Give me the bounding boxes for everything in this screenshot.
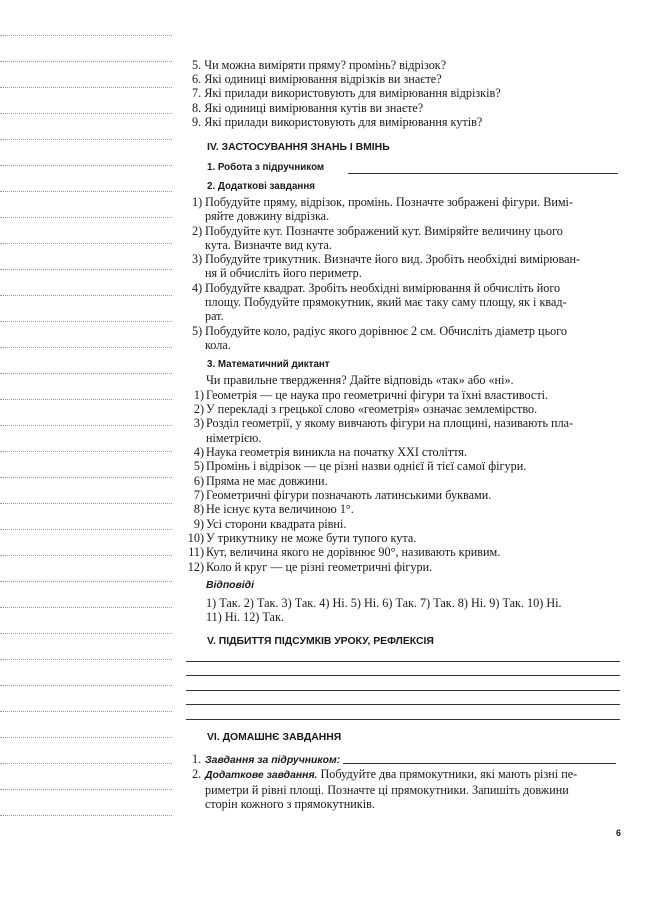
dictation-item-4 — [186, 445, 467, 459]
homework-textbook-fill-line[interactable] — [343, 763, 616, 764]
extra-task-text-cont: сторін кожного з прямокутників. — [205, 797, 375, 812]
dictation-intro: Чи правильне твердження? Дайте відповідь «так» або «ні». — [206, 373, 514, 387]
item-text: У перекладі з грецької слово «геометрія» означає землемірство. — [206, 402, 538, 416]
dictation-item-7 — [186, 488, 491, 502]
item-text: Усі сторони квадрата рівні. — [206, 517, 347, 531]
item-text: Геометрія — це наука про геометричні фігури та їхні властивості. — [206, 388, 549, 402]
margin-ruled-line — [0, 87, 172, 88]
dictation-item-8 — [186, 502, 354, 516]
task-text: Побудуйте трикутник. Визначте його вид. Зробіть необхідні вимірюван- — [205, 252, 581, 266]
reflection-line-4[interactable] — [186, 704, 620, 705]
margin-ruled-line — [0, 633, 172, 634]
task-number: 2) — [192, 224, 203, 238]
task-text-cont: рат. — [205, 309, 224, 324]
answers-label: Відповіді — [206, 580, 254, 591]
dictation-item-3 — [186, 416, 573, 430]
question-8: 8. Які одиниці вимірювання кутів ви знаєте? — [192, 101, 424, 115]
homework-item-1 — [192, 752, 340, 768]
margin-ruled-line — [0, 477, 172, 478]
question-5: 5. Чи можна виміряти пряму? промінь? відрізок? — [192, 58, 447, 72]
extra-task-5 — [192, 324, 624, 352]
task-number: 4) — [192, 281, 203, 295]
reflection-line-5[interactable] — [186, 719, 620, 720]
answers-line-2: 11) Ні. 12) Так. — [206, 610, 284, 624]
dictation-item-12 — [186, 560, 432, 574]
margin-ruled-line — [0, 529, 172, 530]
item-number: 11) — [188, 545, 204, 559]
item-number: 9) — [193, 517, 204, 531]
math-dictation-label: 3. Математичний диктант — [207, 359, 330, 370]
margin-ruled-line — [0, 321, 172, 322]
item-text: Розділ геометрії, у якому вивчають фігури на площині, називають пла- — [206, 416, 574, 430]
dictation-item-11 — [186, 545, 500, 559]
task-number: 5) — [192, 324, 203, 338]
margin-notes-area — [0, 0, 172, 900]
margin-ruled-line — [0, 191, 172, 192]
margin-ruled-line — [0, 451, 172, 452]
item-number: 3) — [193, 416, 204, 430]
margin-ruled-line — [0, 555, 172, 556]
item-text: Коло й круг — це різні геометричні фігури. — [206, 560, 433, 574]
margin-ruled-line — [0, 607, 172, 608]
section-6-heading: VI. ДОМАШНЄ ЗАВДАННЯ — [207, 732, 342, 743]
margin-ruled-line — [0, 399, 172, 400]
homework-item-2 — [192, 767, 624, 812]
margin-ruled-line — [0, 35, 172, 36]
margin-ruled-line — [0, 425, 172, 426]
margin-ruled-line — [0, 269, 172, 270]
margin-ruled-line — [0, 503, 172, 504]
item-text: Наука геометрія виникла на початку XXI століття. — [206, 445, 468, 459]
item-number: 6) — [193, 474, 204, 488]
dictation-item-1 — [186, 388, 548, 402]
item-number: 2) — [193, 402, 204, 416]
margin-ruled-line — [0, 373, 172, 374]
task-text: Побудуйте пряму, відрізок, промінь. Позначте зображені фігури. Вимі- — [205, 195, 574, 209]
item-number: 2. — [192, 767, 202, 781]
item-text: У трикутнику не може бути тупого кута. — [206, 531, 417, 545]
extra-task-text: Побудуйте два прямокутники, які мають різні пе- — [320, 767, 578, 781]
margin-ruled-line — [0, 815, 172, 816]
task-number: 3) — [192, 252, 203, 266]
item-number: 1) — [193, 388, 204, 402]
extra-task-2 — [192, 224, 624, 252]
item-number: 12) — [187, 560, 204, 574]
margin-ruled-line — [0, 347, 172, 348]
textbook-work-label: 1. Робота з підручником — [207, 162, 325, 173]
dictation-item-3-cont: німетрією. — [206, 431, 262, 445]
item-text: Не існує кута величиною 1°. — [206, 502, 354, 516]
item-text: Пряма не має довжини. — [206, 474, 328, 488]
dictation-item-5 — [186, 459, 526, 473]
reflection-line-1[interactable] — [186, 661, 620, 662]
extra-task-text-cont: риметри й рівні площі. Позначте ці прямокутники. Запишіть довжини — [205, 783, 569, 798]
question-9: 9. Які прилади використовують для вимірювання кутів? — [192, 115, 483, 129]
task-text-cont: кута. Визначте вид кута. — [205, 238, 332, 253]
margin-ruled-line — [0, 165, 172, 166]
extra-task-label: Додаткове завдання. — [205, 770, 318, 781]
task-number: 1) — [192, 195, 203, 209]
item-number: 7) — [193, 488, 204, 502]
item-text: Промінь і відрізок — це різні назви однієї й тієї самої фігури. — [206, 459, 527, 473]
reflection-line-3[interactable] — [186, 690, 620, 691]
margin-ruled-line — [0, 581, 172, 582]
task-text-cont: ня й обчисліть його периметр. — [205, 266, 362, 281]
item-number: 8) — [193, 502, 204, 516]
margin-ruled-line — [0, 659, 172, 660]
item-number: 4) — [193, 445, 204, 459]
margin-ruled-line — [0, 711, 172, 712]
margin-ruled-line — [0, 139, 172, 140]
margin-ruled-line — [0, 763, 172, 764]
question-7: 7. Які прилади використовують для вимірювання відрізків? — [192, 86, 501, 100]
task-text: Побудуйте коло, радіус якого дорівнює 2 см. Обчисліть діаметр цього — [205, 324, 568, 338]
margin-ruled-line — [0, 295, 172, 296]
margin-ruled-line — [0, 113, 172, 114]
dictation-item-10 — [186, 531, 416, 545]
dictation-item-9 — [186, 517, 346, 531]
extra-task-4 — [192, 281, 624, 324]
margin-ruled-line — [0, 737, 172, 738]
dictation-item-6 — [186, 474, 328, 488]
reflection-line-2[interactable] — [186, 675, 620, 676]
item-text: Кут, величина якого не дорівнює 90°, називають кривим. — [206, 545, 501, 559]
task-text-cont: ряйте довжину відрізка. — [205, 209, 330, 224]
item-number: 10) — [187, 531, 204, 545]
textbook-task-label: Завдання за підручником: — [205, 755, 341, 766]
item-text: Геометричні фігури позначають латинськими буквами. — [206, 488, 492, 502]
extra-task-3 — [192, 252, 624, 280]
question-6: 6. Які одиниці вимірювання відрізків ви знаєте? — [192, 72, 442, 86]
textbook-work-fill-line[interactable] — [348, 173, 618, 174]
item-number: 1. — [192, 752, 202, 766]
task-text: Побудуйте кут. Позначте зображений кут. Виміряйте величину цього — [205, 224, 563, 238]
margin-ruled-line — [0, 789, 172, 790]
margin-ruled-line — [0, 243, 172, 244]
margin-ruled-line — [0, 217, 172, 218]
extra-tasks-label: 2. Додаткові завдання — [207, 181, 315, 192]
page-number: 6 — [616, 828, 622, 838]
margin-ruled-line — [0, 61, 172, 62]
dictation-item-2 — [186, 402, 537, 416]
answers-line-1: 1) Так. 2) Так. 3) Так. 4) Ні. 5) Ні. 6) Так. 7) Так. 8) Ні. 9) Так. 10) Ні. — [206, 596, 562, 610]
extra-task-1 — [192, 195, 624, 223]
item-number: 5) — [193, 459, 204, 473]
section-5-heading: V. ПІДБИТТЯ ПІДСУМКІВ УРОКУ, РЕФЛЕКСІЯ — [207, 636, 434, 647]
task-text-cont: кола. — [205, 338, 231, 353]
section-4-heading: IV. ЗАСТОСУВАННЯ ЗНАНЬ І ВМІНЬ — [207, 142, 390, 153]
margin-ruled-line — [0, 685, 172, 686]
task-text-cont: площу. Побудуйте прямокутник, який має таку саму площу, як і квад- — [205, 295, 567, 310]
task-text: Побудуйте квадрат. Зробіть необхідні вимірювання й обчисліть його — [205, 281, 561, 295]
